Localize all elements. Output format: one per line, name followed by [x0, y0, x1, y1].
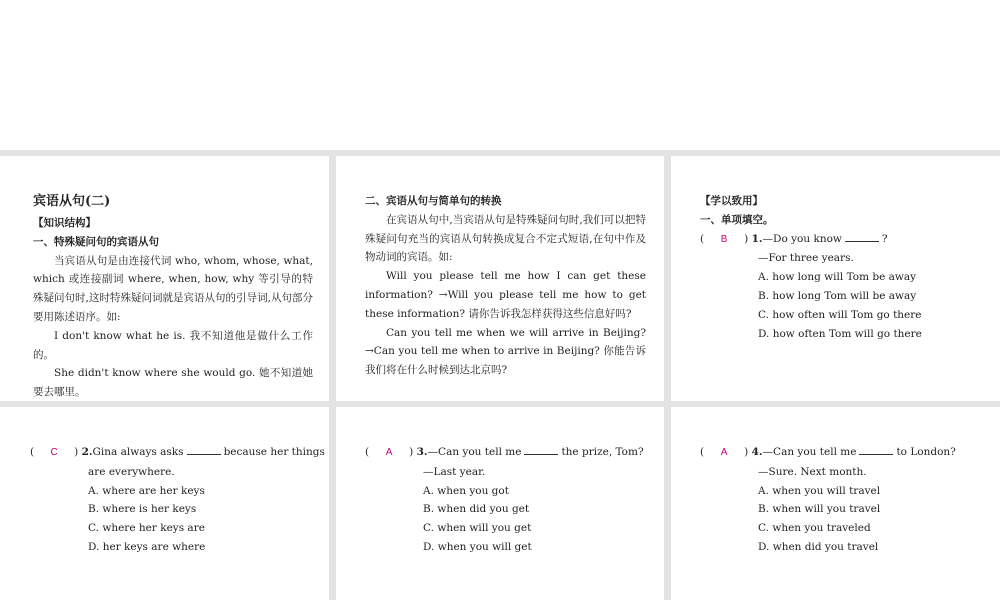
question-stem: —Can you tell me — [427, 446, 522, 458]
option-a: A. when you will travel — [758, 484, 881, 497]
question-stem-end: the prize, Tom? — [561, 446, 644, 458]
lesson-title: 宾语从句(二) — [33, 194, 111, 209]
intro-paragraph: 当宾语从句是由连接代词 who, whom, whose, what, which 或连接副词 where, when, how, why 等引导的特殊疑问句时,这时特殊疑问词就是宾语从句的引导词,从句部分要用陈述语序。如: — [33, 254, 313, 323]
answer-4: A — [720, 447, 728, 458]
question-stem-end: because her things — [223, 446, 325, 458]
conversion-example-1: Will you please tell me how I can get these information? →Will you please tell me how to get these information? 请你告诉我怎样获得这些信息好吗? — [365, 270, 646, 320]
question-2 — [30, 443, 325, 463]
answer-blank — [845, 231, 879, 242]
answer-paren-open: ( — [700, 232, 705, 245]
section-tag-knowledge: 【知识结构】 — [33, 217, 96, 229]
practice-panel-q4 — [671, 407, 1000, 600]
question-4 — [700, 443, 990, 463]
option-d: D. how often Tom will go there — [758, 327, 922, 340]
answer-blank — [859, 444, 893, 455]
reply-line: —Last year. — [423, 465, 486, 478]
answer-paren-open: ( — [30, 446, 35, 458]
option-b: B. when will you travel — [758, 503, 881, 516]
option-a: A. how long will Tom be away — [758, 271, 917, 284]
answer-1: B — [720, 233, 728, 245]
answer-paren-close: ) — [74, 446, 79, 458]
question-stem-continued: are everywhere. — [88, 465, 175, 478]
option-c: C. when you traveled — [758, 522, 871, 535]
question-stem-end: to London? — [896, 446, 956, 458]
conversion-example-2: Can you tell me when we will arrive in Beijing? →Can you tell me when to arrive in Beijing? 你能告诉我们将在什么时候到达北京吗? — [365, 326, 646, 377]
question-number: 2. — [81, 446, 93, 458]
answer-paren-close: ) — [409, 446, 414, 458]
option-d: D. when did you travel — [758, 540, 879, 553]
answer-paren-close: ) — [744, 232, 749, 245]
question-stem: Gina always asks — [92, 446, 184, 458]
example-sentence-2: She didn't know where she would go. 她不知道她要去哪里。 — [33, 367, 313, 399]
section-tag-practice: 【学以致用】 — [700, 195, 763, 207]
question-number: 3. — [416, 446, 428, 458]
option-a: A. where are her keys — [88, 484, 205, 497]
answer-paren-open: ( — [700, 446, 705, 458]
answer-blank — [187, 444, 221, 455]
question-stem: —Can you tell me — [762, 446, 857, 458]
question-number: 1. — [751, 232, 763, 245]
question-stem: —Do you know — [762, 232, 842, 245]
answer-paren-open: ( — [365, 446, 370, 458]
option-a: A. when you got — [423, 484, 509, 497]
option-b: B. where is her keys — [88, 503, 197, 516]
conversion-panel — [336, 156, 664, 401]
question-stem-end: ? — [881, 232, 888, 245]
practice-panel-q2 — [0, 407, 329, 600]
answer-3: A — [385, 447, 393, 458]
option-d: D. her keys are where — [88, 540, 206, 553]
knowledge-panel — [0, 156, 329, 401]
exercise-heading: 一、单项填空。 — [700, 213, 774, 226]
option-d: D. when you will get — [423, 540, 532, 553]
question-number: 4. — [751, 446, 763, 458]
practice-panel-q3 — [336, 407, 664, 600]
answer-blank — [524, 444, 558, 455]
option-c: C. how often will Tom go there — [758, 308, 922, 321]
answer-paren-close: ) — [744, 446, 749, 458]
answer-2: C — [50, 447, 58, 458]
example-sentence-1: I don't know what he is. 我不知道他是做什么工作的。 — [33, 329, 313, 361]
option-b: B. how long Tom will be away — [758, 289, 917, 302]
practice-panel-q1 — [671, 156, 1000, 401]
option-b: B. when did you get — [423, 503, 530, 516]
reply-line: —Sure. Next month. — [758, 465, 867, 478]
question-3 — [365, 443, 654, 463]
section-heading-2: 二、宾语从句与简单句的转换 — [365, 195, 502, 207]
question-1 — [700, 230, 984, 250]
option-c: C. when will you get — [423, 522, 532, 535]
section-heading-1: 一、特殊疑问句的宾语从句 — [33, 235, 159, 248]
conversion-intro: 在宾语从句中,当宾语从句是特殊疑问句时,我们可以把特殊疑问句充当的宾语从句转换成复合不定式短语,在句中作及物动词的宾语。如: — [365, 213, 646, 264]
option-c: C. where her keys are — [88, 522, 205, 535]
reply-line: —For three years. — [758, 252, 854, 265]
